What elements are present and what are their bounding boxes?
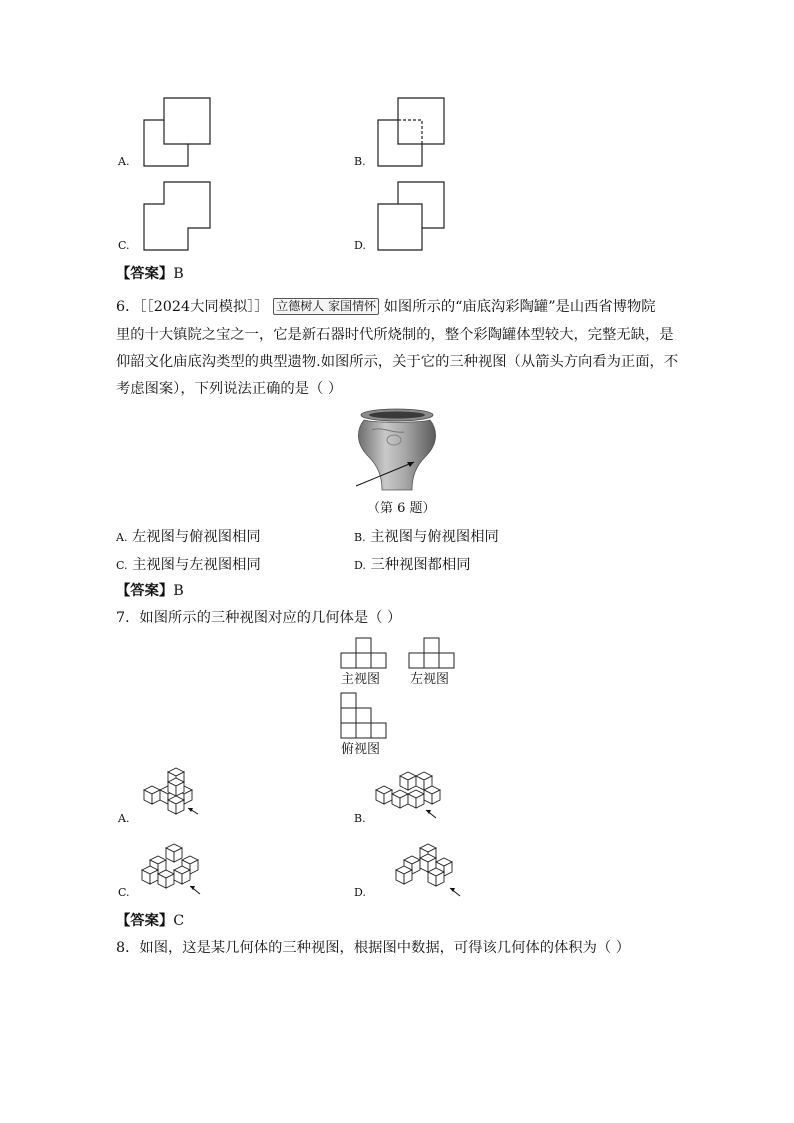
q7-stem: 7．如图所示的三种视图对应的几何体是（ ） xyxy=(116,610,402,626)
answer-value: B xyxy=(173,266,184,282)
q5-option-a-label[interactable]: A. xyxy=(118,155,130,168)
q6-figure-caption: （第 6 题） xyxy=(367,501,436,516)
q7-top-view-label: 俯视图 xyxy=(341,742,381,757)
q7-option-d-label[interactable]: D. xyxy=(354,886,366,899)
option-letter: A. xyxy=(116,531,128,544)
q6-number: 6． xyxy=(116,299,140,315)
q7-option-b-label[interactable]: B. xyxy=(354,812,366,825)
q6-answer xyxy=(116,581,184,601)
q6-pottery-jar-image xyxy=(342,404,452,494)
answer-value: C xyxy=(173,913,185,929)
answer-bracket: 【答案】 xyxy=(116,913,174,929)
option-letter: D. xyxy=(354,559,366,572)
q7-option-a-cubes xyxy=(138,766,218,824)
q5-figure-b xyxy=(374,96,454,168)
q7-option-c-cubes xyxy=(138,840,218,898)
q7-top-view xyxy=(340,692,388,740)
q7-front-view xyxy=(340,636,388,670)
q7-option-c-label[interactable]: C. xyxy=(118,886,130,899)
option-text: 三种视图都相同 xyxy=(370,557,471,573)
q5-figure-c xyxy=(140,180,220,252)
answer-bracket: 【答案】 xyxy=(116,266,174,282)
q7-option-b-cubes xyxy=(372,766,452,824)
option-text: 主视图与俯视图相同 xyxy=(370,529,499,545)
q6-option-c[interactable] xyxy=(116,555,261,575)
q7-option-a-label[interactable]: A. xyxy=(118,812,130,825)
q6-line1-text: 如图所示的“庙底沟彩陶罐”是山西省博物院 xyxy=(383,299,656,315)
q7-front-view-label: 主视图 xyxy=(341,672,381,687)
option-letter: C. xyxy=(116,559,128,572)
q6-stem-line4: 考虑图案），下列说法正确的是（ ） xyxy=(116,381,343,397)
q7-answer xyxy=(116,911,184,931)
q6-option-b[interactable] xyxy=(354,527,499,547)
q8-stem: 8．如图，这是某几何体的三种视图，根据图中数据，可得该几何体的体积为（ ） xyxy=(116,940,631,956)
q6-tag-badge: 立德树人 家国情怀 xyxy=(273,298,379,315)
q5-figure-a xyxy=(140,96,220,168)
q7-left-view xyxy=(408,636,456,670)
q6-option-d[interactable] xyxy=(354,555,471,575)
q5-option-c-label[interactable]: C. xyxy=(118,239,130,252)
q6-stem-line1 xyxy=(116,297,656,317)
answer-value: B xyxy=(173,583,184,599)
option-letter: B. xyxy=(354,531,366,544)
option-text: 主视图与左视图相同 xyxy=(132,557,261,573)
q7-left-view-label: 左视图 xyxy=(410,672,450,687)
q5-figure-d xyxy=(374,180,454,252)
option-text: 左视图与俯视图相同 xyxy=(132,529,261,545)
q5-option-d-label[interactable]: D. xyxy=(354,239,366,252)
q6-option-a[interactable] xyxy=(116,527,261,547)
q5-option-b-label[interactable]: B. xyxy=(354,155,366,168)
q6-stem-line2: 里的十大镇院之宝之一，它是新石器时代所烧制的，整个彩陶罐体型较大，完整无缺，是 xyxy=(116,327,674,343)
q6-stem-line3: 仰韶文化庙底沟类型的典型遗物.如图所示，关于它的三种视图（从箭头方向看为正面，不 xyxy=(116,354,679,370)
q6-source: ［［2024大同模拟］］ xyxy=(139,299,269,315)
answer-bracket: 【答案】 xyxy=(116,583,174,599)
q5-answer xyxy=(116,264,184,284)
q7-option-d-cubes xyxy=(394,840,474,898)
